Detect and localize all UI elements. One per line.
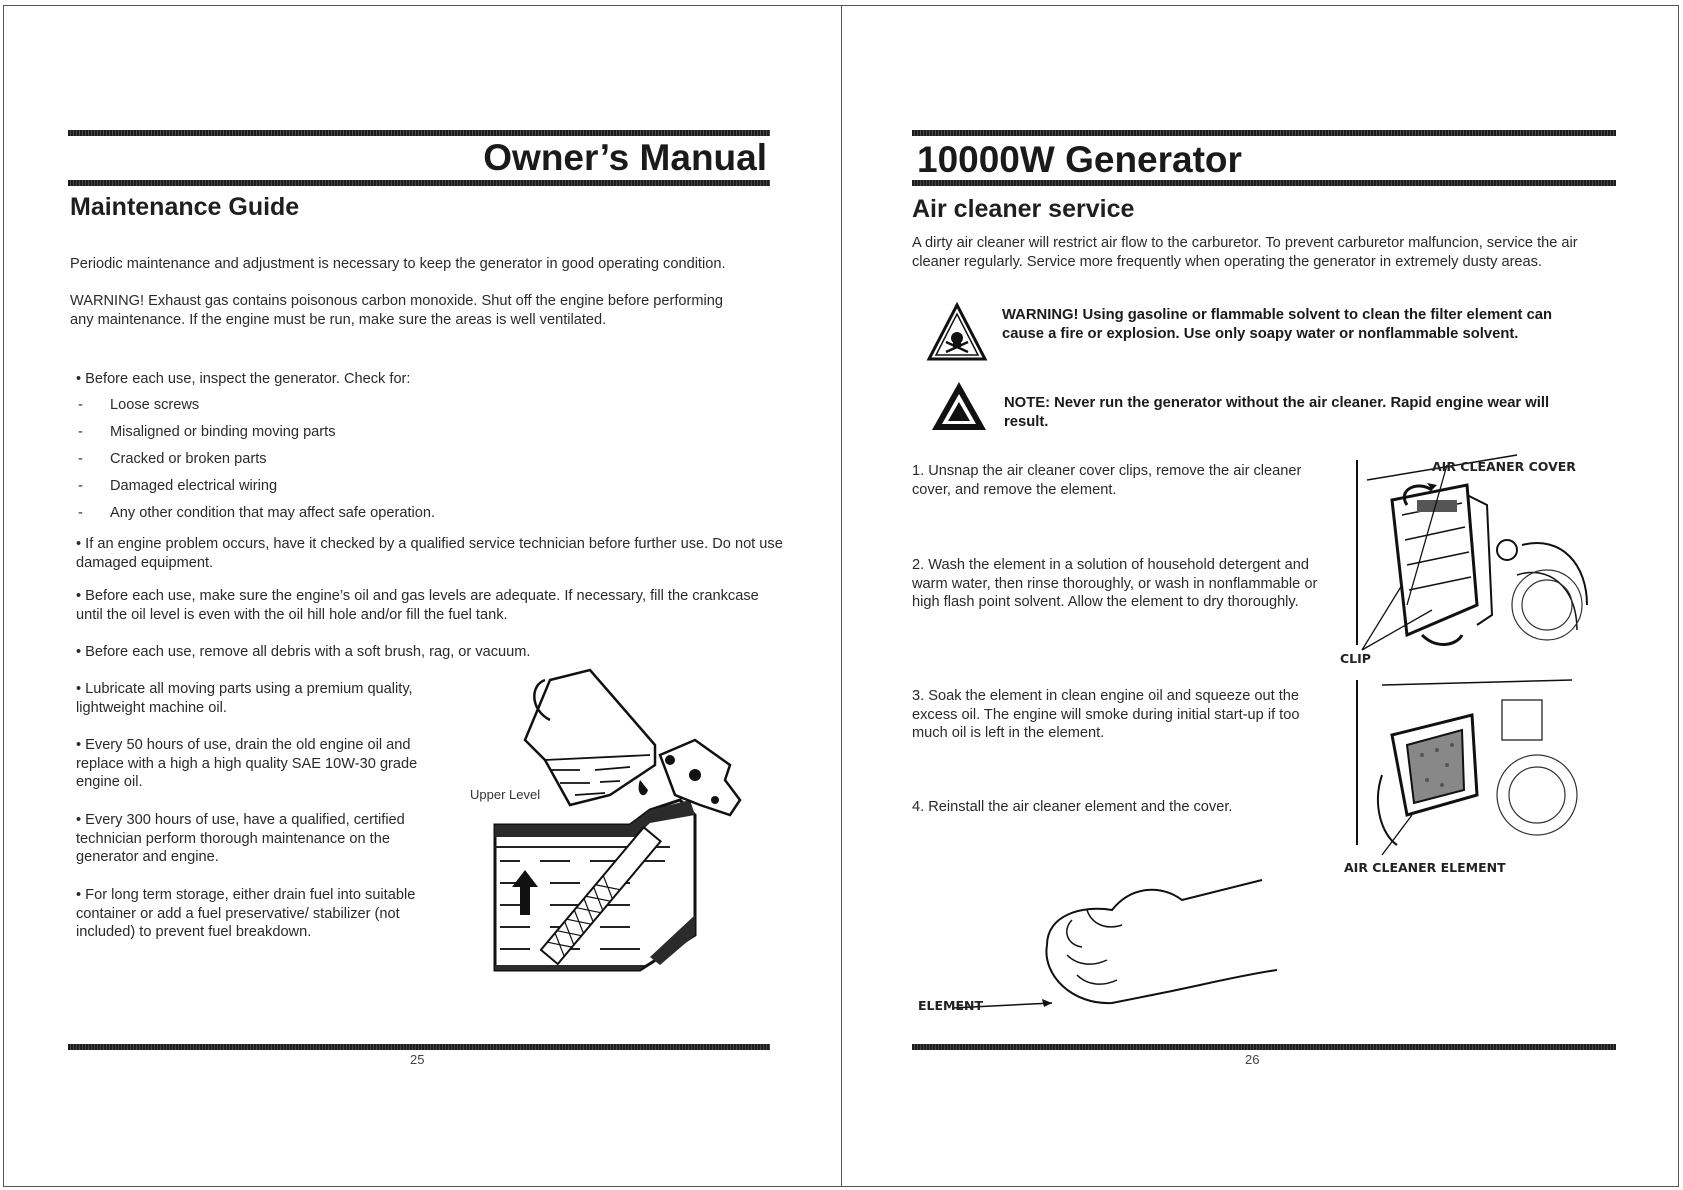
header-bottom-rule	[68, 180, 770, 186]
header-bottom-rule	[912, 180, 1616, 186]
oil-fill-illustration	[490, 665, 790, 985]
right-page	[842, 0, 1683, 1190]
warning-paragraph: WARNING! Exhaust gas contains poisonous carbon monoxide. Shut off the engine before performing any maintenance. If the engine must be run, make sure the areas is well ventilated.	[70, 293, 724, 328]
footer-rule	[912, 1044, 1616, 1050]
section-title: Maintenance Guide	[70, 193, 300, 221]
page-number: 25	[410, 1052, 425, 1067]
air-cleaner-cover-illustration	[1347, 455, 1597, 655]
checklist-item: - Misaligned or binding moving parts	[78, 424, 336, 440]
intro-paragraph: A dirty air cleaner will restrict air flow to the carburetor. To prevent carburetor malfuncion, service the air cleaner regularly. Service more frequently when operating the generator in extremely dusty areas.	[912, 235, 1578, 270]
header-top-rule	[68, 130, 770, 136]
upper-level-label: Upper Level	[470, 787, 541, 802]
header-top-rule	[912, 130, 1616, 136]
bullet-long-term-storage: • For long term storage, either drain fuel into suitable container or add a fuel preservative/ stabilizer (not included) to prevent fuel breakdown.	[76, 887, 416, 940]
air-cleaner-cover-label: AIR CLEANER COVER	[1432, 459, 1576, 474]
section-title: Air cleaner service	[912, 195, 1135, 223]
header-title: 10000W Generator	[917, 139, 1242, 180]
air-cleaner-element-label: AIR CLEANER ELEMENT	[1344, 860, 1506, 875]
poison-warning-icon	[926, 302, 988, 362]
footer-rule	[68, 1044, 770, 1050]
checklist-item: - Loose screws	[78, 397, 200, 413]
warning-text: WARNING! Using gasoline or flammable solvent to clean the filter element can cause a fire or explosion. Use only soapy water or nonflammable solvent.	[1002, 307, 1553, 342]
clip-label: CLIP	[1340, 651, 1371, 666]
bullet-50-hours: • Every 50 hours of use, drain the old engine oil and replace with a high a high quality SAE 10W-30 grade engine oil.	[76, 737, 418, 790]
step-4: 4. Reinstall the air cleaner element and the cover.	[912, 799, 1233, 815]
caution-triangle-icon	[930, 380, 988, 432]
checklist-intro: • Before each use, inspect the generator. Check for:	[76, 371, 411, 387]
page-number: 26	[1245, 1052, 1260, 1067]
element-label: ELEMENT	[918, 998, 984, 1013]
bullet-lubricate: • Lubricate all moving parts using a premium quality, lightweight machine oil.	[76, 681, 413, 716]
bullet-300-hours: • Every 300 hours of use, have a qualified, certified technician perform thorough maintenance on the generator and engine.	[76, 812, 405, 865]
air-cleaner-element-illustration	[1352, 675, 1592, 860]
checklist-item: - Cracked or broken parts	[78, 451, 267, 467]
note-text: NOTE: Never run the generator without the air cleaner. Rapid engine wear will result.	[1004, 395, 1550, 430]
left-page	[0, 0, 841, 1190]
step-1: 1. Unsnap the air cleaner cover clips, remove the air cleaner cover, and remove the element.	[912, 463, 1302, 498]
step-2: 2. Wash the element in a solution of household detergent and warm water, then rinse thoroughly, or wash in nonflammable or high flash point solvent. Allow the element to dry thoroughly.	[912, 557, 1318, 610]
intro-paragraph: Periodic maintenance and adjustment is necessary to keep the generator in good operating condition.	[70, 256, 726, 272]
header-title: Owner’s Manual	[483, 137, 767, 178]
bullet-oil-gas-levels: • Before each use, make sure the engine’s oil and gas levels are adequate. If necessary, fill the crankcase until the oil level is even with the oil hill hole and/or fill the fuel tank.	[76, 588, 759, 623]
bullet-remove-debris: • Before each use, remove all debris with a soft brush, rag, or vacuum.	[76, 644, 531, 660]
checklist-item: - Any other condition that may affect safe operation.	[78, 505, 436, 521]
hand-squeezing-element-illustration	[1032, 875, 1292, 1020]
step-3: 3. Soak the element in clean engine oil and squeeze out the excess oil. The engine will smoke during initial start-up if too much oil is left in the element.	[912, 688, 1300, 741]
checklist-item: - Damaged electrical wiring	[78, 478, 278, 494]
bullet-engine-problem: • If an engine problem occurs, have it checked by a qualified service technician before further use. Do not use damaged equipment.	[76, 536, 783, 571]
